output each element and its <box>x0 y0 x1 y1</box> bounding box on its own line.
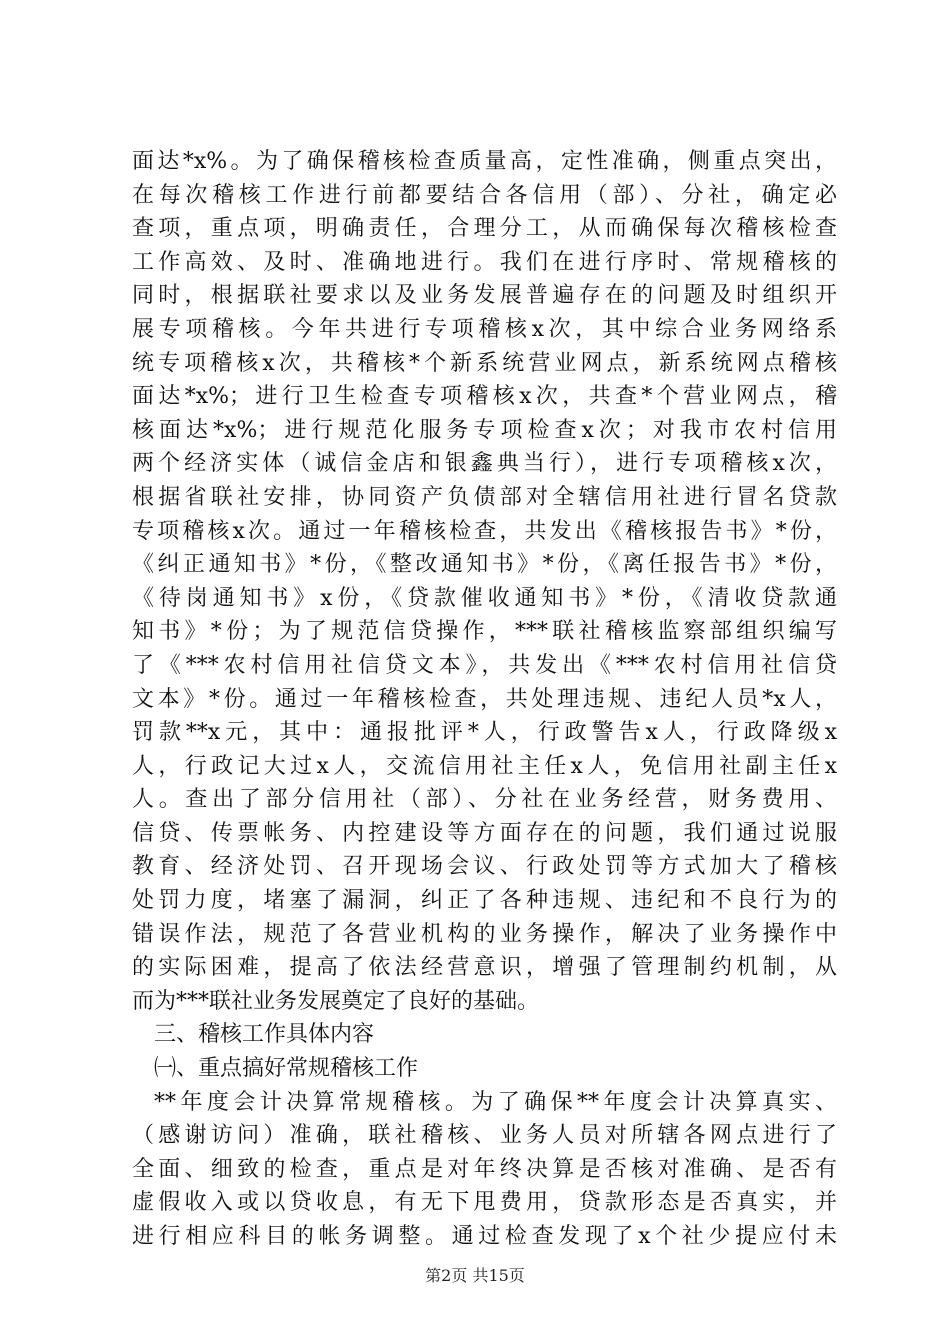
body-line-14: 《待岗通知书》x份，《贷款催收通知书》*份，《清收贷款通 <box>132 585 837 611</box>
body-line-18: 罚款**x元，其中：通报批评*人，行政警告x人，行政降级x <box>132 720 837 746</box>
page-indicator: 第2页 共15页 <box>425 1266 525 1285</box>
body-line-15: 知书》*份；为了规范信贷操作，***联社稽核监察部组织编写 <box>132 619 837 645</box>
body-line-17: 文本》*份。通过一年稽核检查，共处理违规、违纪人员*x人， <box>132 686 837 712</box>
section-subheading: ㈠、重点搞好常规稽核工作 <box>154 1056 419 1082</box>
body2-line-1: **年度会计决算常规稽核。为了确保**年度会计决算真实、 <box>154 1089 837 1115</box>
body-line-9: 核面达*x%；进行规范化服务专项检查x次；对我市农村信用 <box>132 417 837 443</box>
body-line-4: 工作高效、及时、准确地进行。我们在进行序时、常规稽核的 <box>132 249 837 275</box>
page-footer <box>0 1263 950 1286</box>
body-line-26: 而为***联社业务发展奠定了良好的基础。 <box>132 988 540 1014</box>
body-line-24: 错误作法，规范了各营业机构的业务操作，解决了业务操作中 <box>132 921 837 947</box>
body-line-5: 同时，根据联社要求以及业务发展普遍存在的问题及时组织开 <box>132 283 837 309</box>
body-line-21: 信贷、传票帐务、内控建设等方面存在的问题，我们通过说服 <box>132 820 837 846</box>
document-body <box>132 145 837 1254</box>
body-line-3: 查项，重点项，明确责任，合理分工，从而确保每次稽核检查 <box>132 216 837 242</box>
body2-line-4: 虚假收入或以贷收息，有无下甩费用，贷款形态是否真实，并 <box>132 1190 837 1216</box>
body-line-2: 在每次稽核工作进行前都要结合各信用（部）、分社，确定必 <box>132 182 837 208</box>
body2-line-3: 全面、细致的检查，重点是对年终决算是否核对准确、是否有 <box>132 1156 837 1182</box>
body-line-8: 面达*x%；进行卫生检查专项稽核x次，共查*个营业网点，稽 <box>132 384 837 410</box>
body-line-19: 人，行政记大过x人，交流信用社主任x人，免信用社副主任x <box>132 753 837 779</box>
body-line-1: 面达*x%。为了确保稽核检查质量高，定性准确，侧重点突出， <box>132 149 837 174</box>
body2-line-2: （感谢访问）准确，联社稽核、业务人员对所辖各网点进行了 <box>132 1123 837 1149</box>
body-line-7: 统专项稽核x次，共稽核*个新系统营业网点，新系统网点稽核 <box>132 350 837 376</box>
body-line-6: 展专项稽核。今年共进行专项稽核x次，其中综合业务网络系 <box>132 316 837 342</box>
body-line-10: 两个经济实体（诚信金店和银鑫典当行），进行专项稽核x次， <box>132 451 837 477</box>
body-line-23: 处罚力度，堵塞了漏洞，纠正了各种违规、违纪和不良行为的 <box>132 888 837 914</box>
body-line-11: 根据省联社安排，协同资产负债部对全辖信用社进行冒名贷款 <box>132 484 837 510</box>
body-line-13: 《纠正通知书》*份，《整改通知书》*份，《离任报告书》*份， <box>132 552 837 578</box>
body-line-12: 专项稽核x次。通过一年稽核检查，共发出《稽核报告书》*份， <box>132 518 837 544</box>
body-line-20: 人。查出了部分信用社（部）、分社在业务经营，财务费用、 <box>132 787 837 813</box>
section-heading: 三、稽核工作具体内容 <box>154 1022 375 1048</box>
body-line-16: 了《***农村信用社信贷文本》，共发出《***农村信用社信贷 <box>132 652 837 678</box>
body2-line-5: 进行相应科目的帐务调整。通过检查发现了x个社少提应付未 <box>132 1224 837 1249</box>
body-line-25: 的实际困难，提高了依法经营意识，增强了管理制约机制，从 <box>132 955 837 981</box>
body-line-22: 教育、经济处罚、召开现场会议、行政处罚等方式加大了稽核 <box>132 854 837 880</box>
